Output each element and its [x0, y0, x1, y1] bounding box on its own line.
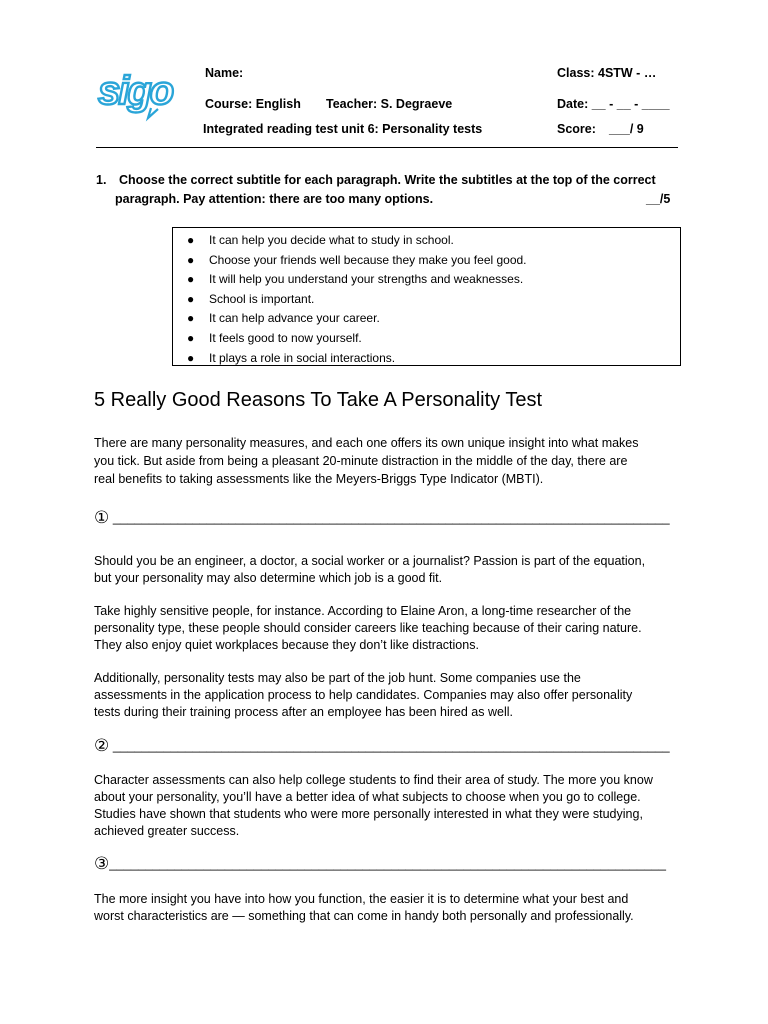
circled-two-icon: ②: [94, 736, 110, 755]
option-text: It will help you understand your strengths and weaknesses.: [209, 272, 524, 287]
paragraph-line: personality type, these people should consider careers like teaching because of their caring nature.: [94, 621, 642, 635]
option-item: [187, 309, 680, 329]
option-text: It can help you decide what to study in school.: [209, 233, 454, 247]
option-item: [187, 349, 680, 369]
question-text-line2: paragraph. Pay attention: there are too many options.: [115, 192, 434, 206]
article-title: 5 Really Good Reasons To Take A Personality Test: [94, 389, 543, 411]
bullet-icon: ●: [187, 252, 195, 267]
answer-line[interactable]: _____________________________________________________________________________: [109, 510, 670, 525]
header-divider: [96, 147, 678, 148]
bullet-icon: ●: [187, 311, 195, 326]
paragraph-2: [94, 772, 674, 840]
paragraph-line: assessments in the application process to help candidates. Companies may also offer personality: [94, 688, 633, 702]
paragraph-line: Should you be an engineer, a doctor, a social worker or a journalist? Passion is part of the equation,: [94, 554, 646, 568]
test-title: Integrated reading test unit 6: Personality tests: [203, 122, 483, 136]
teacher-label: Teacher: S. Degraeve: [326, 97, 453, 111]
option-item: [187, 231, 680, 251]
bullet-icon: ●: [187, 350, 195, 365]
subtitle-blank-2[interactable]: [94, 736, 670, 756]
name-label: Name:: [205, 66, 244, 80]
intro-line: There are many personality measures, and each one offers its own unique insight into what makes: [94, 436, 639, 450]
paragraph-1c: [94, 670, 674, 721]
svg-text:sigo: sigo: [98, 69, 173, 113]
class-label: Class: 4STW - …: [557, 66, 657, 80]
option-text: School is important.: [209, 291, 315, 306]
paragraph-line: They also enjoy quiet workplaces because they don’t like distractions.: [94, 638, 479, 652]
paragraph-line: The more insight you have into how you function, the easier it is to determine what your best and: [94, 892, 629, 906]
bullet-icon: ●: [187, 272, 195, 287]
subtitle-blank-3[interactable]: [94, 854, 666, 874]
bullet-icon: ●: [187, 291, 195, 306]
intro-line: real benefits to taking assessments like the Meyers-Briggs Type Indicator (MBTI).: [94, 472, 544, 486]
paragraph-3: [94, 891, 674, 925]
paragraph-line: tests during their training process after an employee has been hired as well.: [94, 705, 513, 719]
option-item: [187, 270, 680, 290]
circled-three-icon: ③: [94, 854, 110, 873]
course-label: Course: English: [205, 97, 301, 111]
answer-line[interactable]: _____________________________________________________________________________: [109, 856, 666, 871]
option-text: It feels good to now yourself.: [209, 330, 362, 345]
option-item: [187, 251, 680, 271]
option-item: [187, 290, 680, 310]
option-item: [187, 329, 680, 349]
sigo-logo: [96, 62, 176, 122]
paragraph-line: worst characteristics are — something that can come in handy both personally and professionally.: [94, 909, 634, 923]
bullet-icon: ●: [187, 233, 195, 247]
bullet-icon: ●: [187, 330, 195, 345]
option-text: It plays a role in social interactions.: [209, 350, 396, 365]
subtitle-blank-1[interactable]: [94, 508, 670, 528]
paragraph-line: achieved greater success.: [94, 824, 240, 838]
paragraph-line: Take highly sensitive people, for instance. According to Elaine Aron, a long-time researcher of the: [94, 604, 632, 618]
option-text: Choose your friends well because they make you feel good.: [209, 252, 527, 267]
score-value: ___/ 9: [609, 122, 644, 136]
paragraph-1b: [94, 603, 674, 654]
intro-line: you tick. But aside from being a pleasant 20-minute distraction in the middle of the day, there are: [94, 454, 628, 468]
answer-line[interactable]: _____________________________________________________________________________: [109, 738, 670, 753]
paragraph-line: but your personality may also determine which job is a good fit.: [94, 571, 443, 585]
paragraph-line: Character assessments can also help college students to find their area of study. The more you know: [94, 773, 653, 787]
sigo-logo-mark: [96, 62, 176, 122]
paragraph-line: about your personality, you’ll have a better idea of what subjects to choose when you go to college.: [94, 790, 641, 804]
question-points: __/5: [646, 192, 671, 206]
score-label: Score:: [557, 122, 596, 136]
date-label: Date: __ - __ - ____: [557, 97, 670, 111]
intro-paragraph: [94, 434, 674, 488]
circled-one-icon: ①: [94, 508, 110, 527]
option-text: It can help advance your career.: [209, 311, 380, 326]
paragraph-line: Additionally, personality tests may also be part of the job hunt. Some companies use the: [94, 671, 581, 685]
paragraph-1a: [94, 553, 674, 587]
question-text-line1: Choose the correct subtitle for each paragraph. Write the subtitles at the top of the correct: [119, 173, 656, 187]
question-number: 1.: [96, 173, 107, 187]
paragraph-line: Studies have shown that students who were more personally interested in what they were studying,: [94, 807, 643, 821]
subtitle-options-box: [172, 227, 681, 366]
subtitle-options-list: [173, 228, 680, 368]
